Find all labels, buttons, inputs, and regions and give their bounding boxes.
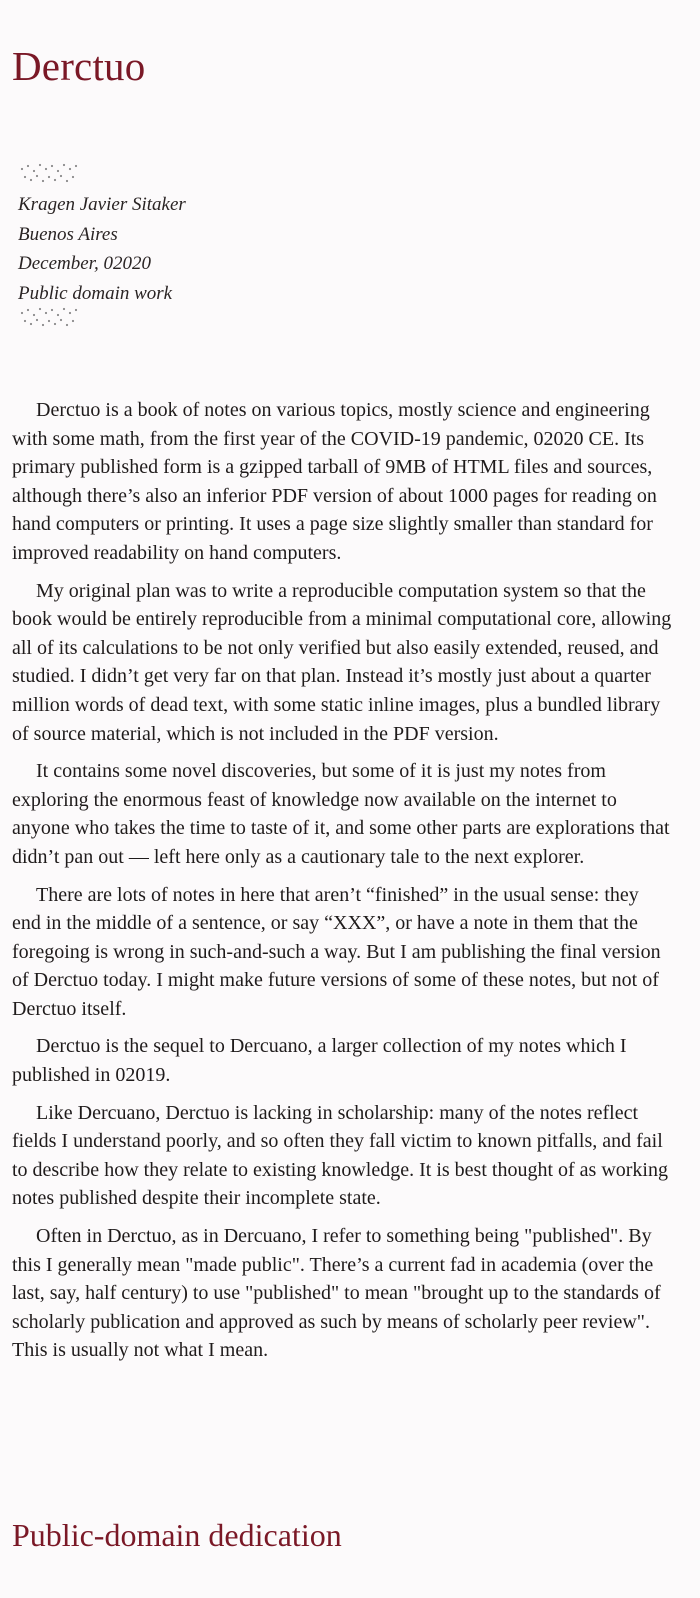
dotted-ornament-icon — [18, 160, 82, 186]
section-heading: Public-domain dedication — [12, 1517, 342, 1553]
paragraph: Derctuo is a book of notes on various topics, mostly science and engineering with some math, from the first year of the COVID-19 pandemic, 02020 CE. Its primary published form is a gzipped tarball of 9MB of HTML files and sources, although there’s also an inferior PDF version of about 1000 pages for reading on hand computers or printing. It uses a page size slightly smaller than standard for improved readability on hand computers. — [12, 399, 657, 564]
colophon-author: Kragen Javier Sitaker — [18, 194, 186, 215]
paragraph: Like Dercuano, Derctuo is lacking in scholarship: many of the notes reflect fields I understand poorly, and so often they fall victim to known pitfalls, and fail to describe how they relate to existing knowledge. It is best thought of as working notes published despite their incomplete state. — [12, 1101, 668, 1210]
paragraph: There are lots of notes in here that aren’t “finished” in the usual sense: they end in the middle of a sentence, or say “XXX”, or have a note in them that the foregoing is wrong in such-and-such a way. But I am publishing the final version of Derctuo today. I might make future versions of some of these notes, but not of Derctuo itself. — [12, 883, 661, 1020]
colophon-date: December, 02020 — [18, 253, 151, 274]
colophon-license: Public domain work — [18, 282, 173, 304]
colophon-place: Buenos Aires — [18, 223, 118, 245]
paragraph: My original plan was to write a reproducible computation system so that the book would be entirely reproducible from a minimal computational core, allowing all of its calculations to be not only verified but also easily extended, reused, and studied. I didn’t get very far on that plan. Instead it’s mostly just about a quarter million words of dead text, with some static inline images, plus a bundled library of source material, which is not included in the PDF version. — [12, 579, 672, 745]
paragraph: It contains some novel discoveries, but some of it is just my notes from exploring the enormous feast of knowledge now available on the internet to anyone who takes the time to taste of it, and some other parts are explorations that didn’t pan out — left here only as a cautionary tale to the next explorer. — [12, 760, 670, 868]
document-body — [12, 396, 672, 1374]
paragraph: Derctuo is the sequel to Dercuano, a larger collection of my notes which I published in 02019. — [12, 1035, 627, 1087]
colophon — [18, 190, 186, 308]
document-title: Derctuo — [12, 43, 146, 89]
dotted-ornament-icon — [18, 304, 82, 330]
paragraph: Often in Derctuo, as in Dercuano, I refer to something being "published". By this I generally mean "made public". There’s a current fad in academia (over the last, say, half century) to use "published" to mean "brought up to the standards of scholarly publication and approved as such by means of scholarly peer review". This is usually not what I mean. — [12, 1225, 661, 1362]
